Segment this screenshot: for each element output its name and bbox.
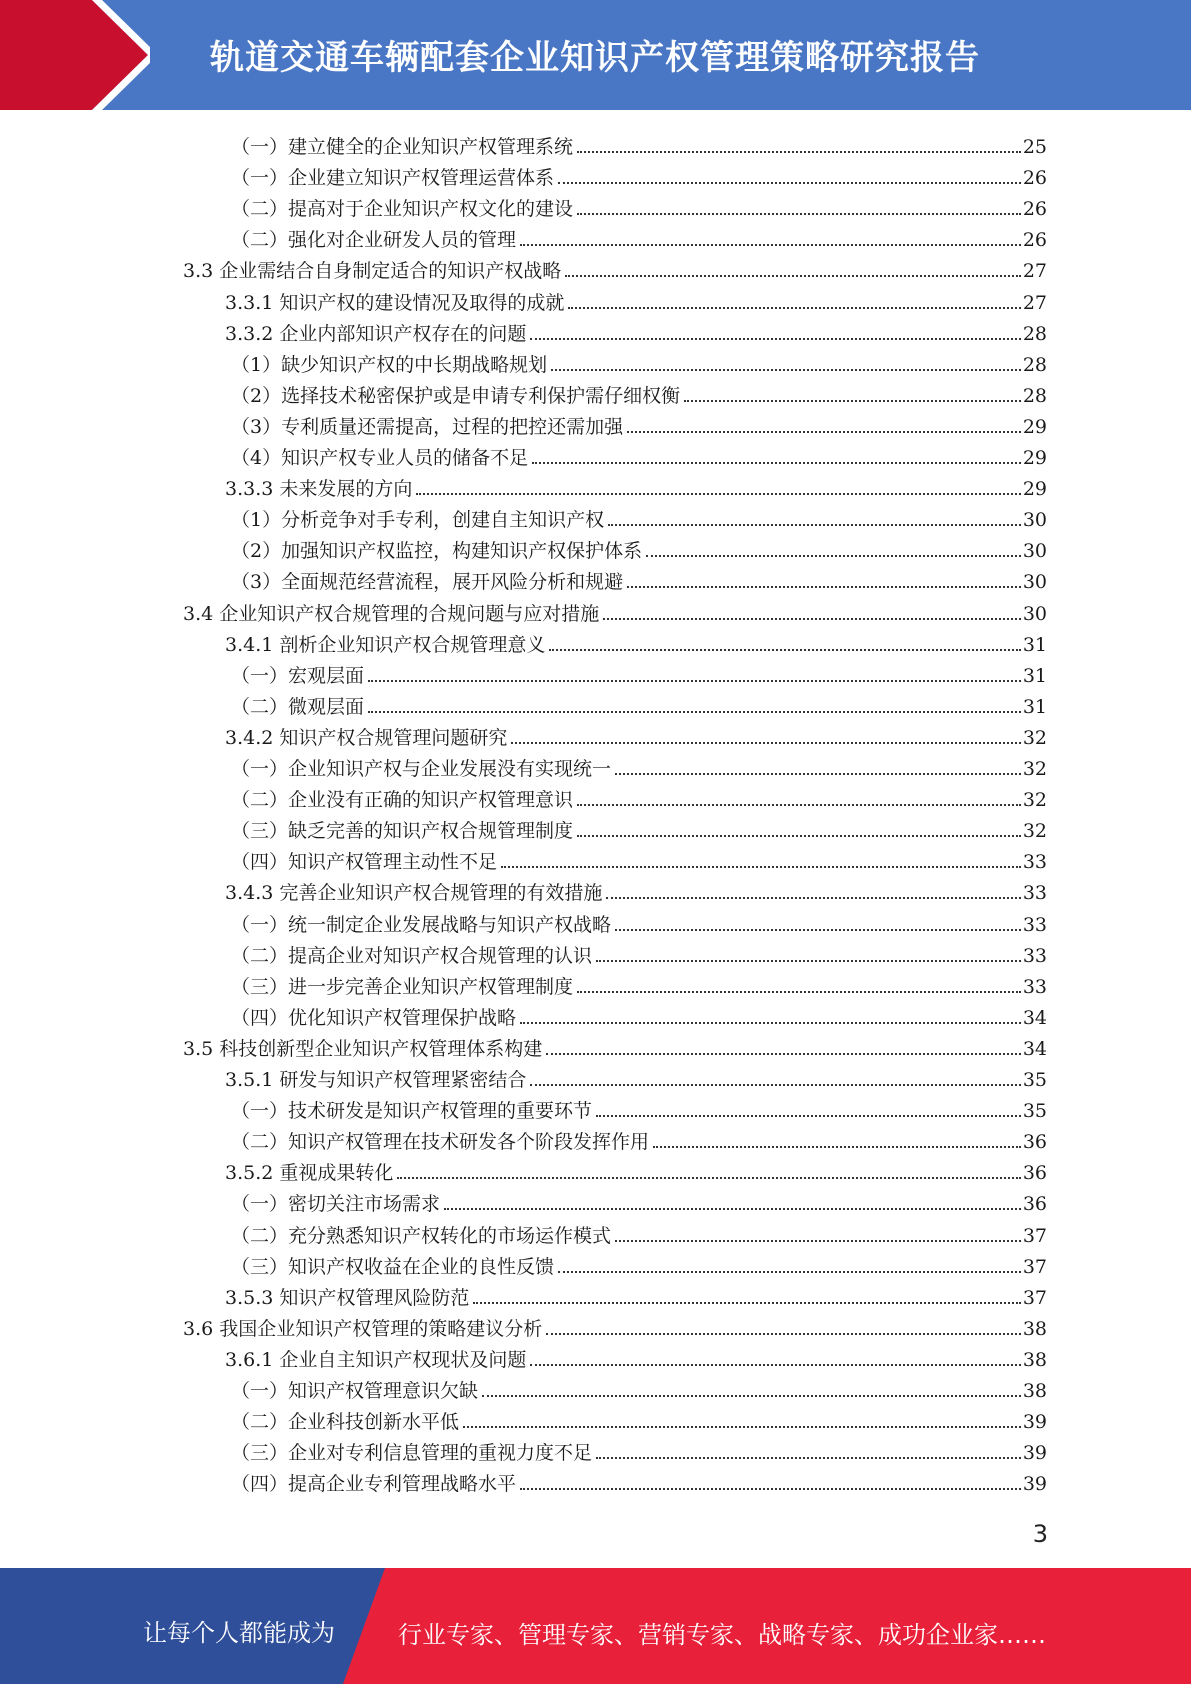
toc-entry-page: 28 xyxy=(1022,353,1047,376)
toc-entry xyxy=(231,1247,1047,1278)
toc-entry xyxy=(231,1184,1047,1215)
toc-entry-title: （一）企业知识产权与企业发展没有实现统一 xyxy=(231,758,612,780)
toc-entry-page: 36 xyxy=(1022,1131,1047,1154)
toc-entry-page: 37 xyxy=(1022,1255,1047,1278)
toc-entry xyxy=(225,469,1047,500)
toc-entry xyxy=(231,749,1047,780)
toc-entry-title: 3.3 企业需结合自身制定适合的知识产权战略 xyxy=(183,260,562,283)
toc-entry xyxy=(183,1029,1047,1060)
toc-entry-title: （一）知识产权管理意识欠缺 xyxy=(231,1380,479,1402)
toc-dot-leader xyxy=(530,1364,1020,1366)
toc-dot-leader xyxy=(646,555,1021,557)
toc-entry xyxy=(231,158,1047,189)
toc-entry-title: （三）缺乏完善的知识产权合规管理制度 xyxy=(231,820,574,843)
toc-entry-page: 30 xyxy=(1022,540,1047,563)
toc-entry-page: 33 xyxy=(1022,882,1047,905)
toc-entry-title: （四）提高企业专利管理战略水平 xyxy=(231,1473,517,1496)
toc-dot-leader xyxy=(511,742,1020,744)
toc-dot-leader xyxy=(627,586,1021,588)
toc-entry-page: 29 xyxy=(1022,447,1047,469)
toc-entry xyxy=(231,1122,1047,1153)
toc-entry xyxy=(231,1371,1047,1402)
toc-dot-leader xyxy=(577,835,1021,837)
footer-slogan-left: 让每个人都能成为 xyxy=(143,1619,335,1647)
footer-banner xyxy=(0,1568,1191,1684)
toc-entry-page: 30 xyxy=(1022,602,1047,625)
toc-dot-leader xyxy=(546,1333,1021,1335)
toc-entry-title: 3.3.3 未来发展的方向 xyxy=(225,478,413,501)
toc-entry-title: 3.3.2 企业内部知识产权存在的问题 xyxy=(225,322,527,345)
toc-entry-page: 25 xyxy=(1022,136,1047,158)
document-title: 轨道交通车辆配套企业知识产权管理策略研究报告 xyxy=(210,38,980,78)
toc-entry xyxy=(183,251,1047,282)
toc-entry-title: （4）知识产权专业人员的储备不足 xyxy=(231,447,529,469)
toc-entry xyxy=(183,594,1047,625)
toc-entry xyxy=(231,1433,1047,1464)
toc-entry-page: 34 xyxy=(1022,1006,1047,1029)
toc-dot-leader xyxy=(368,680,1021,682)
toc-entry xyxy=(231,189,1047,220)
toc-entry xyxy=(231,438,1047,469)
toc-entry xyxy=(231,842,1047,873)
toc-entry-title: （二）企业没有正确的知识产权管理意识 xyxy=(231,789,574,812)
toc-entry-title: （2）选择技术秘密保护或是申请专利保护需仔细权衡 xyxy=(231,384,681,407)
toc-entry-title: （二）充分熟悉知识产权转化的市场运作模式 xyxy=(231,1224,612,1247)
toc-dot-leader xyxy=(546,1053,1021,1055)
toc-dot-leader xyxy=(615,1240,1021,1242)
toc-entry xyxy=(231,656,1047,687)
toc-entry xyxy=(231,531,1047,562)
toc-entry-page: 26 xyxy=(1022,167,1047,190)
toc-entry xyxy=(231,407,1047,438)
toc-entry-page: 33 xyxy=(1022,851,1047,874)
toc-entry xyxy=(225,314,1047,345)
toc-entry xyxy=(225,1153,1047,1184)
toc-entry-title: （1）缺少知识产权的中长期战略规划 xyxy=(231,353,548,376)
toc-entry-page: 38 xyxy=(1022,1348,1047,1371)
toc-dot-leader xyxy=(482,1395,1021,1397)
toc-dot-leader xyxy=(615,929,1021,931)
toc-entry-title: （一）密切关注市场需求 xyxy=(231,1193,441,1216)
toc-dot-leader xyxy=(653,1146,1021,1148)
toc-entry xyxy=(231,967,1047,998)
toc-entry-title: 3.4.2 知识产权合规管理问题研究 xyxy=(225,726,508,749)
toc-entry-page: 39 xyxy=(1022,1411,1047,1434)
toc-entry-title: （二）企业科技创新水平低 xyxy=(231,1411,460,1434)
toc-entry-page: 38 xyxy=(1022,1317,1047,1340)
toc-entry-title: （一）建立健全的企业知识产权管理系统 xyxy=(231,136,574,158)
toc-entry-page: 37 xyxy=(1022,1224,1047,1247)
toc-entry-title: 3.4.1 剖析企业知识产权合规管理意义 xyxy=(225,633,546,656)
toc-entry-title: （一）技术研发是知识产权管理的重要环节 xyxy=(231,1100,593,1123)
toc-entry-page: 34 xyxy=(1022,1037,1047,1060)
toc-entry-page: 30 xyxy=(1022,509,1047,532)
toc-entry xyxy=(225,1278,1047,1309)
toc-entry-title: （一）宏观层面 xyxy=(231,664,365,687)
toc-entry-page: 36 xyxy=(1022,1162,1047,1185)
toc-entry xyxy=(225,625,1047,656)
toc-dot-leader xyxy=(520,1488,1021,1490)
toc-dot-leader xyxy=(444,1208,1021,1210)
toc-entry-page: 26 xyxy=(1022,229,1047,252)
toc-entry-page: 36 xyxy=(1022,1193,1047,1216)
toc-entry-title: （二）知识产权管理在技术研发各个阶段发挥作用 xyxy=(231,1131,650,1154)
toc-dot-leader xyxy=(565,275,1021,277)
toc-entry-page: 28 xyxy=(1022,384,1047,407)
toc-entry-title: （二）微观层面 xyxy=(231,695,365,718)
toc-dot-leader xyxy=(615,773,1021,775)
toc-entry-title: 3.5.2 重视成果转化 xyxy=(225,1162,394,1185)
toc-dot-leader xyxy=(603,618,1021,620)
toc-entry-page: 32 xyxy=(1022,789,1047,812)
toc-dot-leader xyxy=(596,1115,1021,1117)
toc-entry-title: 3.3.1 知识产权的建设情况及取得的成就 xyxy=(225,291,565,314)
toc-entry-page: 35 xyxy=(1022,1100,1047,1123)
toc-entry xyxy=(231,998,1047,1029)
toc-entry xyxy=(231,127,1047,158)
toc-entry xyxy=(225,1340,1047,1371)
toc-entry-title: （1）分析竞争对手专利，创建自主知识产权 xyxy=(231,509,605,532)
toc-entry-page: 32 xyxy=(1022,758,1047,780)
toc-entry-page: 29 xyxy=(1022,478,1047,501)
toc-dot-leader xyxy=(397,1177,1020,1179)
toc-entry-title: 3.6 我国企业知识产权管理的策略建议分析 xyxy=(183,1317,543,1340)
toc-entry-page: 32 xyxy=(1022,726,1047,749)
toc-entry-page: 31 xyxy=(1022,633,1047,656)
toc-dot-leader xyxy=(558,1271,1021,1273)
toc-entry xyxy=(225,873,1047,904)
toc-dot-leader xyxy=(463,1426,1021,1428)
toc-entry-title: （一）企业建立知识产权管理运营体系 xyxy=(231,167,555,190)
toc-entry xyxy=(231,220,1047,251)
toc-entry-page: 33 xyxy=(1022,913,1047,936)
toc-dot-leader xyxy=(416,493,1020,495)
toc-entry-page: 39 xyxy=(1022,1442,1047,1465)
toc-entry-page: 33 xyxy=(1022,944,1047,967)
toc-dot-leader xyxy=(596,1457,1021,1459)
toc-entry-page: 31 xyxy=(1022,664,1047,687)
toc-dot-leader xyxy=(684,400,1021,402)
toc-entry-title: （三）企业对专利信息管理的重视力度不足 xyxy=(231,1442,593,1465)
toc-entry-title: 3.4.3 完善企业知识产权合规管理的有效措施 xyxy=(225,882,603,905)
footer-slogan-right: 行业专家、管理专家、营销专家、战略专家、成功企业家…… xyxy=(398,1621,1046,1649)
toc-entry-page: 32 xyxy=(1022,820,1047,843)
toc-entry-page: 28 xyxy=(1022,322,1047,345)
toc-entry-title: 3.5 科技创新型企业知识产权管理体系构建 xyxy=(183,1037,543,1060)
toc-dot-leader xyxy=(473,1302,1020,1304)
toc-entry-page: 37 xyxy=(1022,1286,1047,1309)
toc-dot-leader xyxy=(577,151,1021,153)
toc-dot-leader xyxy=(577,804,1021,806)
toc-dot-leader xyxy=(568,307,1020,309)
toc-entry-title: （3）专利质量还需提高，过程的把控还需加强 xyxy=(231,415,624,438)
toc-entry xyxy=(231,345,1047,376)
toc-entry-title: （三）进一步完善企业知识产权管理制度 xyxy=(231,975,574,998)
toc-entry xyxy=(231,936,1047,967)
toc-entry-page: 31 xyxy=(1022,695,1047,718)
toc-dot-leader xyxy=(530,338,1020,340)
toc-dot-leader xyxy=(606,897,1020,899)
toc-entry-title: 3.4 企业知识产权合规管理的合规问题与应对措施 xyxy=(183,602,600,625)
toc-dot-leader xyxy=(501,866,1021,868)
toc-entry-title: 3.5.1 研发与知识产权管理紧密结合 xyxy=(225,1069,527,1091)
toc-dot-leader xyxy=(520,244,1021,246)
toc-entry-page: 39 xyxy=(1022,1473,1047,1496)
toc-entry xyxy=(231,562,1047,593)
toc-entry-page: 27 xyxy=(1022,291,1047,314)
toc-entry-title: （四）知识产权管理主动性不足 xyxy=(231,851,498,874)
toc-entry xyxy=(231,1464,1047,1495)
page-number: 3 xyxy=(1032,1520,1048,1548)
toc-dot-leader xyxy=(577,991,1021,993)
toc-entry xyxy=(225,1060,1047,1091)
toc-entry-page: 27 xyxy=(1022,260,1047,283)
toc-entry xyxy=(231,780,1047,811)
toc-entry xyxy=(231,905,1047,936)
toc-entry-title: 3.5.3 知识产权管理风险防范 xyxy=(225,1286,470,1309)
toc-entry-title: （2）加强知识产权监控，构建知识产权保护体系 xyxy=(231,540,643,563)
header-arrow-decoration xyxy=(0,0,150,110)
toc-dot-leader xyxy=(608,524,1021,526)
header-banner xyxy=(0,0,1191,110)
toc-entry-page: 26 xyxy=(1022,198,1047,221)
toc-dot-leader xyxy=(520,1022,1021,1024)
toc-entry-title: （三）知识产权收益在企业的良性反馈 xyxy=(231,1255,555,1278)
toc-entry-title: （二）强化对企业研发人员的管理 xyxy=(231,229,517,252)
toc-entry-title: 3.6.1 企业自主知识产权现状及问题 xyxy=(225,1348,527,1371)
toc-dot-leader xyxy=(596,960,1021,962)
toc-dot-leader xyxy=(530,1084,1020,1086)
toc-dot-leader xyxy=(577,213,1021,215)
toc-entry xyxy=(225,283,1047,314)
toc-entry xyxy=(231,1091,1047,1122)
toc-entry-page: 38 xyxy=(1022,1380,1047,1402)
toc-entry xyxy=(225,718,1047,749)
toc-entry-page: 35 xyxy=(1022,1069,1047,1091)
toc-entry-title: （一）统一制定企业发展战略与知识产权战略 xyxy=(231,913,612,936)
toc-entry-title: （二）提高对于企业知识产权文化的建设 xyxy=(231,198,574,221)
toc-entry-page: 29 xyxy=(1022,415,1047,438)
toc-entry xyxy=(231,1216,1047,1247)
toc-entry-page: 30 xyxy=(1022,571,1047,594)
toc-dot-leader xyxy=(551,369,1021,371)
toc-entry xyxy=(231,687,1047,718)
toc-dot-leader xyxy=(627,431,1021,433)
toc-dot-leader xyxy=(368,711,1021,713)
toc-entry xyxy=(231,500,1047,531)
toc-entry xyxy=(183,1309,1047,1340)
toc-dot-leader xyxy=(558,182,1021,184)
toc-entry-page: 33 xyxy=(1022,975,1047,998)
toc-entry-title: （二）提高企业对知识产权合规管理的认识 xyxy=(231,944,593,967)
toc-dot-leader xyxy=(549,649,1020,651)
toc-entry-title: （3）全面规范经营流程，展开风险分析和规避 xyxy=(231,571,624,594)
toc-dot-leader xyxy=(532,462,1021,464)
toc-entry-title: （四）优化知识产权管理保护战略 xyxy=(231,1006,517,1029)
toc-entry xyxy=(231,1402,1047,1433)
toc-entry xyxy=(231,811,1047,842)
toc-entry xyxy=(231,376,1047,407)
